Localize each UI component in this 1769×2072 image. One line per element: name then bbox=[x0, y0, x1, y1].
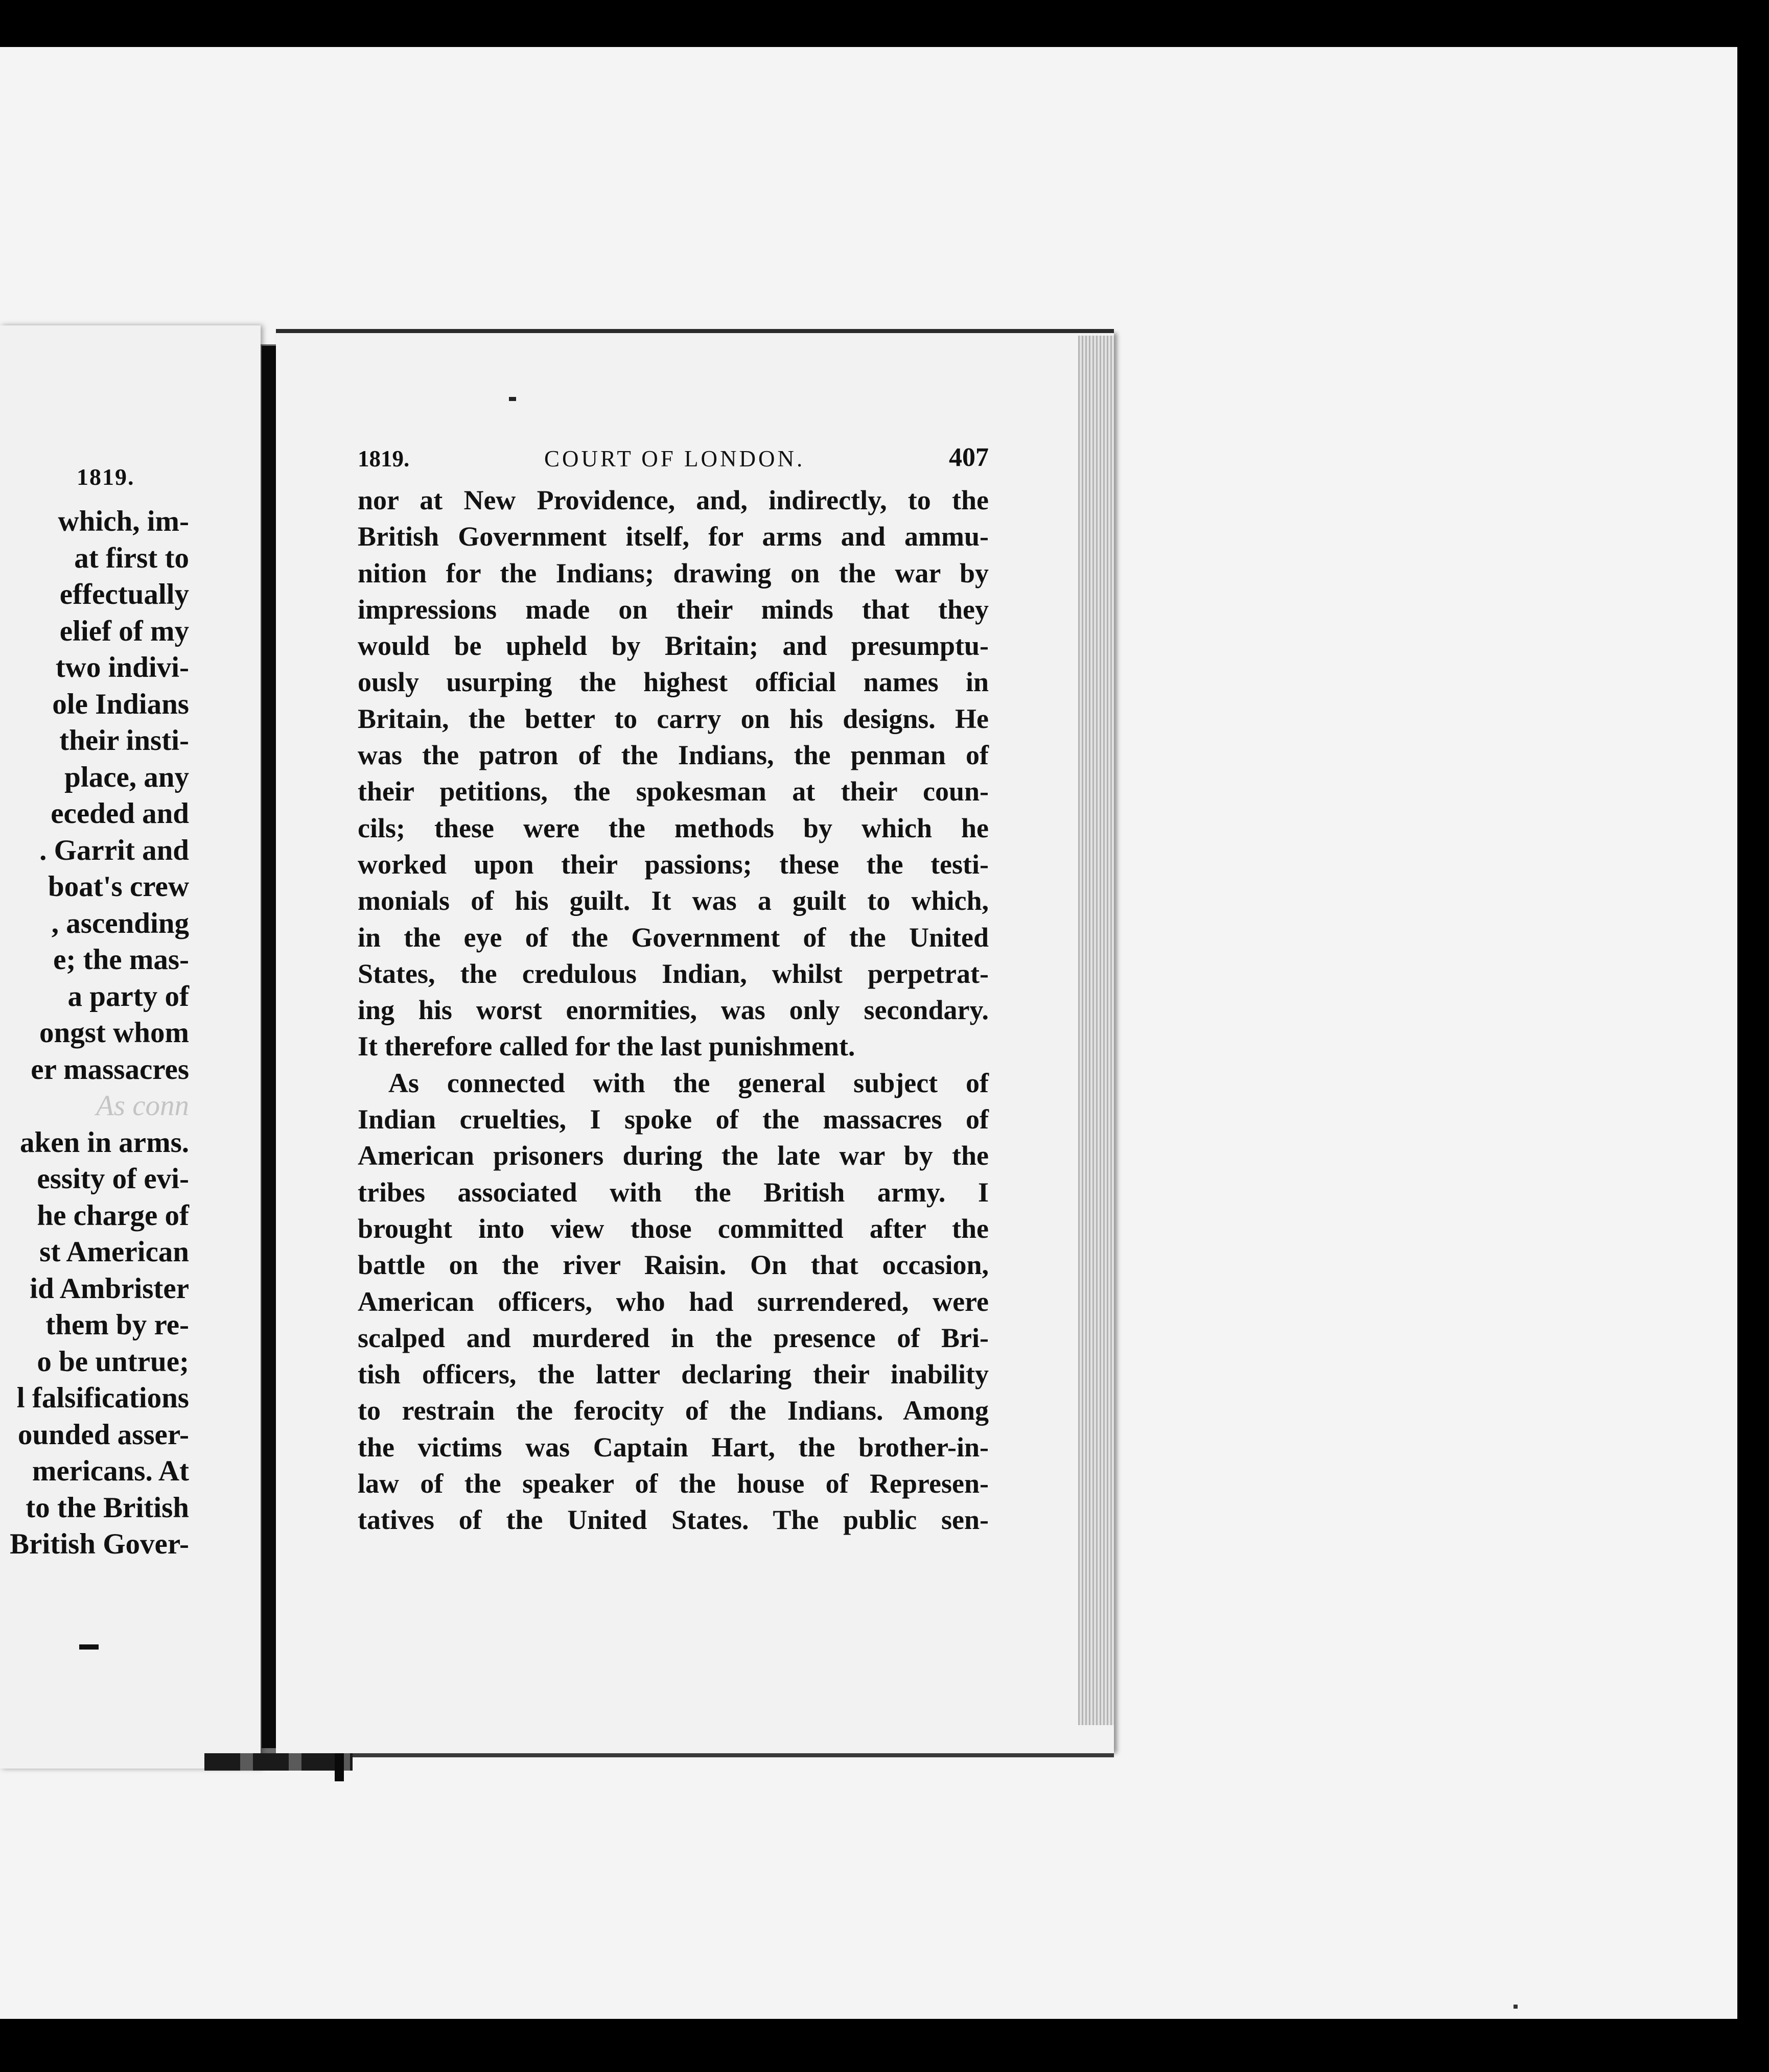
text-line: their insti- bbox=[59, 724, 189, 757]
text-line: id Ambrister bbox=[30, 1272, 189, 1305]
left-page-mark bbox=[79, 1644, 99, 1650]
text-line: It therefore called for the last punishment. bbox=[358, 1031, 855, 1062]
text-line: States, the credulous Indian, whilst perpetrat- bbox=[358, 958, 989, 989]
text-line: . Garrit and bbox=[39, 834, 189, 866]
text-line: the victims was Captain Hart, the brother-in- bbox=[358, 1431, 989, 1463]
text-line: monials of his guilt. It was a guilt to which, bbox=[358, 885, 989, 916]
text-line: essity of evi- bbox=[37, 1163, 189, 1195]
text-line: mericans. At bbox=[32, 1455, 189, 1487]
text-line: he charge of bbox=[37, 1199, 189, 1232]
binding-tabs bbox=[204, 1753, 353, 1771]
text-line: was the patron of the Indians, the penman of bbox=[358, 740, 989, 771]
text-line: , ascending bbox=[51, 907, 189, 939]
left-running-header-year: 1819. bbox=[77, 464, 135, 490]
text-line: a party of bbox=[67, 980, 189, 1013]
text-line: e; the mas- bbox=[53, 944, 189, 976]
text-line: place, any bbox=[64, 761, 189, 793]
left-page bbox=[0, 325, 261, 1769]
text-line: which, im- bbox=[58, 505, 189, 537]
text-line: law of the speaker of the house of Represen- bbox=[358, 1468, 989, 1499]
text-line: tish officers, the latter declaring their inability bbox=[358, 1359, 989, 1390]
text-line: ongst whom bbox=[39, 1017, 189, 1049]
text-line: them by re- bbox=[45, 1309, 189, 1341]
text-line: impressions made on their minds that they bbox=[358, 594, 989, 625]
text-line: tatives of the United States. The public sen- bbox=[358, 1504, 989, 1536]
text-line: worked upon their passions; these the testi- bbox=[358, 849, 989, 880]
text-line: l falsifications bbox=[16, 1382, 189, 1414]
text-line: effectually bbox=[59, 578, 189, 610]
text-line: at first to bbox=[74, 541, 189, 574]
text-line: American officers, who had surrendered, were bbox=[358, 1286, 989, 1317]
text-line: would be upheld by Britain; and presumptu- bbox=[358, 630, 989, 662]
text-line: aken in arms. bbox=[20, 1126, 189, 1159]
text-line: their petitions, the spokesman at their coun- bbox=[358, 776, 989, 807]
text-line: ounded asser- bbox=[17, 1418, 189, 1451]
page-number: 407 bbox=[949, 443, 989, 472]
running-header bbox=[358, 445, 989, 476]
page-edges bbox=[1078, 336, 1114, 1725]
text-line: ole Indians bbox=[52, 688, 189, 720]
text-line: British Government itself, for arms and ammu- bbox=[358, 521, 989, 552]
text-line: st American bbox=[39, 1236, 189, 1268]
text-line: ously usurping the highest official names in bbox=[358, 667, 989, 698]
text-line: battle on the river Raisin. On that occasion, bbox=[358, 1250, 989, 1281]
text-line: elief of my bbox=[59, 615, 189, 647]
text-line: ing his worst enormities, was only secondary. bbox=[358, 995, 989, 1026]
text-line: two indivi- bbox=[55, 651, 189, 684]
text-line: As conn bbox=[96, 1090, 189, 1122]
text-line: British Gover- bbox=[10, 1528, 189, 1560]
text-line: to the British bbox=[26, 1491, 189, 1524]
header-year: 1819. bbox=[358, 446, 410, 472]
text-line: tribes associated with the British army. I bbox=[358, 1176, 989, 1208]
text-line: eceded and bbox=[51, 797, 189, 830]
ink-speck bbox=[509, 397, 516, 401]
scanned-book-spread bbox=[0, 47, 1737, 2019]
text-line: As connected with the general subject of bbox=[388, 1067, 989, 1098]
text-line: boat's crew bbox=[48, 870, 189, 903]
scan-speck bbox=[1514, 2005, 1518, 2009]
text-line: nition for the Indians; drawing on the war by bbox=[358, 557, 989, 588]
text-line: Britain, the better to carry on his designs. He bbox=[358, 703, 989, 734]
header-title: COURT OF LONDON. bbox=[544, 446, 805, 472]
text-line: brought into view those committed after the bbox=[358, 1213, 989, 1244]
text-line: o be untrue; bbox=[37, 1345, 189, 1378]
text-line: American prisoners during the late war by the bbox=[358, 1140, 989, 1171]
right-page-text bbox=[358, 482, 989, 1539]
left-page-text bbox=[10, 503, 189, 1563]
text-line: Indian cruelties, I spoke of the massacres of bbox=[358, 1104, 989, 1135]
binding-tab-mark bbox=[335, 1753, 344, 1781]
text-line: scalped and murdered in the presence of Bri- bbox=[358, 1322, 989, 1353]
text-line: in the eye of the Government of the United bbox=[358, 922, 989, 953]
scan-border bbox=[1737, 0, 1769, 2072]
text-line: to restrain the ferocity of the Indians. Among bbox=[358, 1395, 989, 1426]
text-line: cils; these were the methods by which he bbox=[358, 812, 989, 843]
text-line: nor at New Providence, and, indirectly, to the bbox=[358, 485, 989, 515]
book-spine bbox=[262, 346, 277, 1748]
right-page bbox=[276, 333, 1114, 1753]
text-line: er massacres bbox=[31, 1053, 189, 1086]
